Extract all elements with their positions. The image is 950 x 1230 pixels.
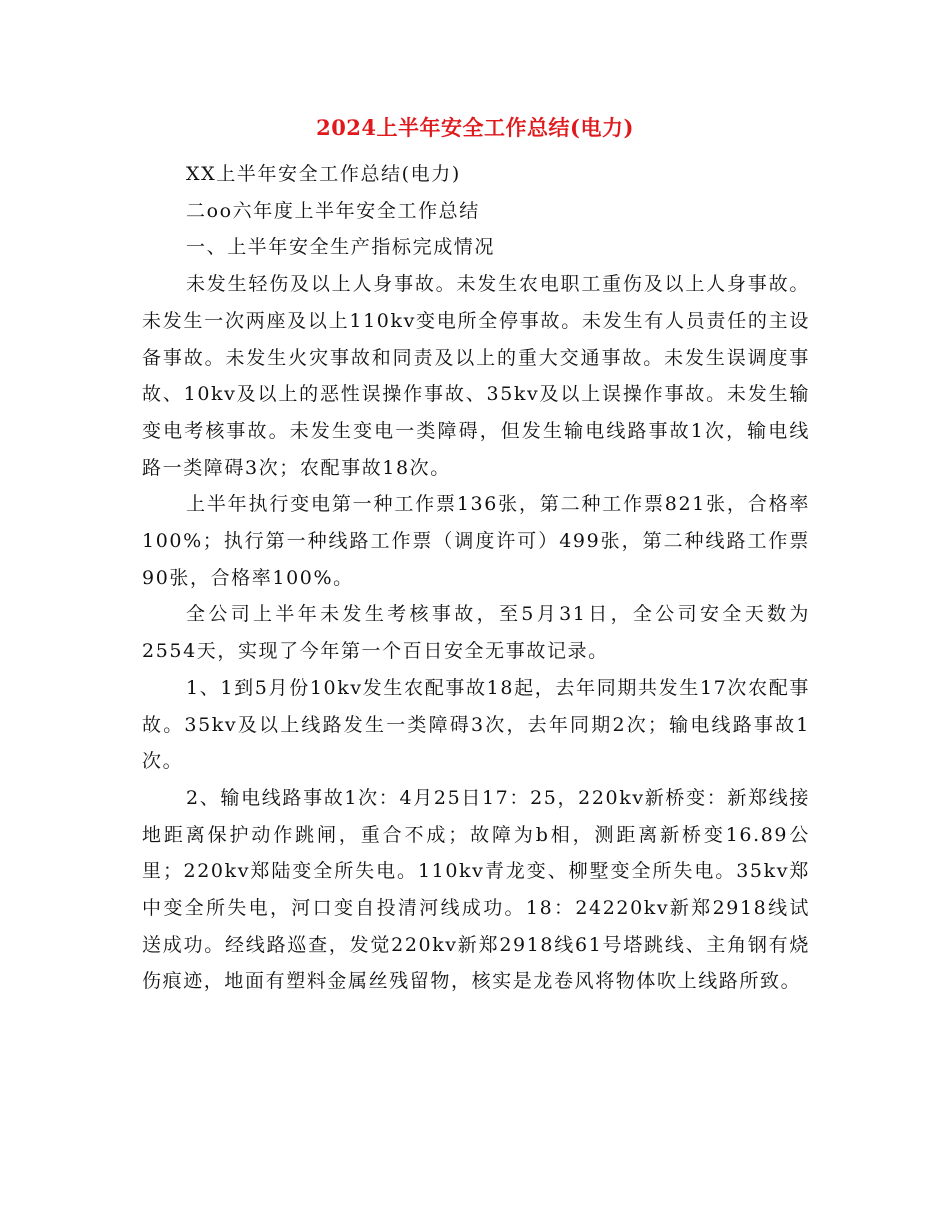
document-title: 2024上半年安全工作总结(电力)	[316, 115, 634, 140]
section-heading: 一、上半年安全生产指标完成情况	[186, 236, 496, 259]
document-body	[142, 156, 810, 1000]
paragraph: 上半年执行变电第一种工作票136张，第二种工作票821张，合格率100%；执行第一种线路工作票（调度许可）499张，第二种线路工作票90张，合格率100%。	[142, 493, 810, 589]
paragraph: XX上半年安全工作总结(电力)	[186, 163, 461, 185]
paragraph: 全公司上半年未发生考核事故，至5月31日，全公司安全天数为2554天，实现了今年第一个百日安全无事故记录。	[142, 603, 810, 663]
paragraph: 1、1到5月份10kv发生农配事故18起，去年同期共发生17次农配事故。35kv及以上线路发生一类障碍3次，去年同期2次；输电线路事故1次。	[142, 676, 810, 773]
paragraph: 二oo六年度上半年安全工作总结	[186, 199, 480, 222]
paragraph: 2、输电线路事故1次：4月25日17：25，220kv新桥变：新郑线接地距离保护动作跳闸，重合不成；故障为b相，测距离新桥变16.89公里；220kv郑陆变全所失电。110kv青龙变、柳墅变全所失电。35kv郑中变全所失电，河口变自投清河线成功。18：24220kv新郑2918线试送成功。经线路巡查，发觉220kv新郑2918线61号塔跳线、主角钢有烧伤痕迹，地面有塑料金属丝残留物，核实是龙卷风将物体吹上线路所致。	[142, 786, 810, 993]
paragraph: 未发生轻伤及以上人身事故。未发生农电职工重伤及以上人身事故。未发生一次两座及以上110kv变电所全停事故。未发生有人员责任的主设备事故。未发生火灾事故和同责及以上的重大交通事故。未发生误调度事故、10kv及以上的恶性误操作事故、35kv及以上误操作事故。未发生输变电考核事故。未发生变电一类障碍，但发生输电线路事故1次，输电线路一类障碍3次；农配事故18次。	[142, 273, 810, 479]
